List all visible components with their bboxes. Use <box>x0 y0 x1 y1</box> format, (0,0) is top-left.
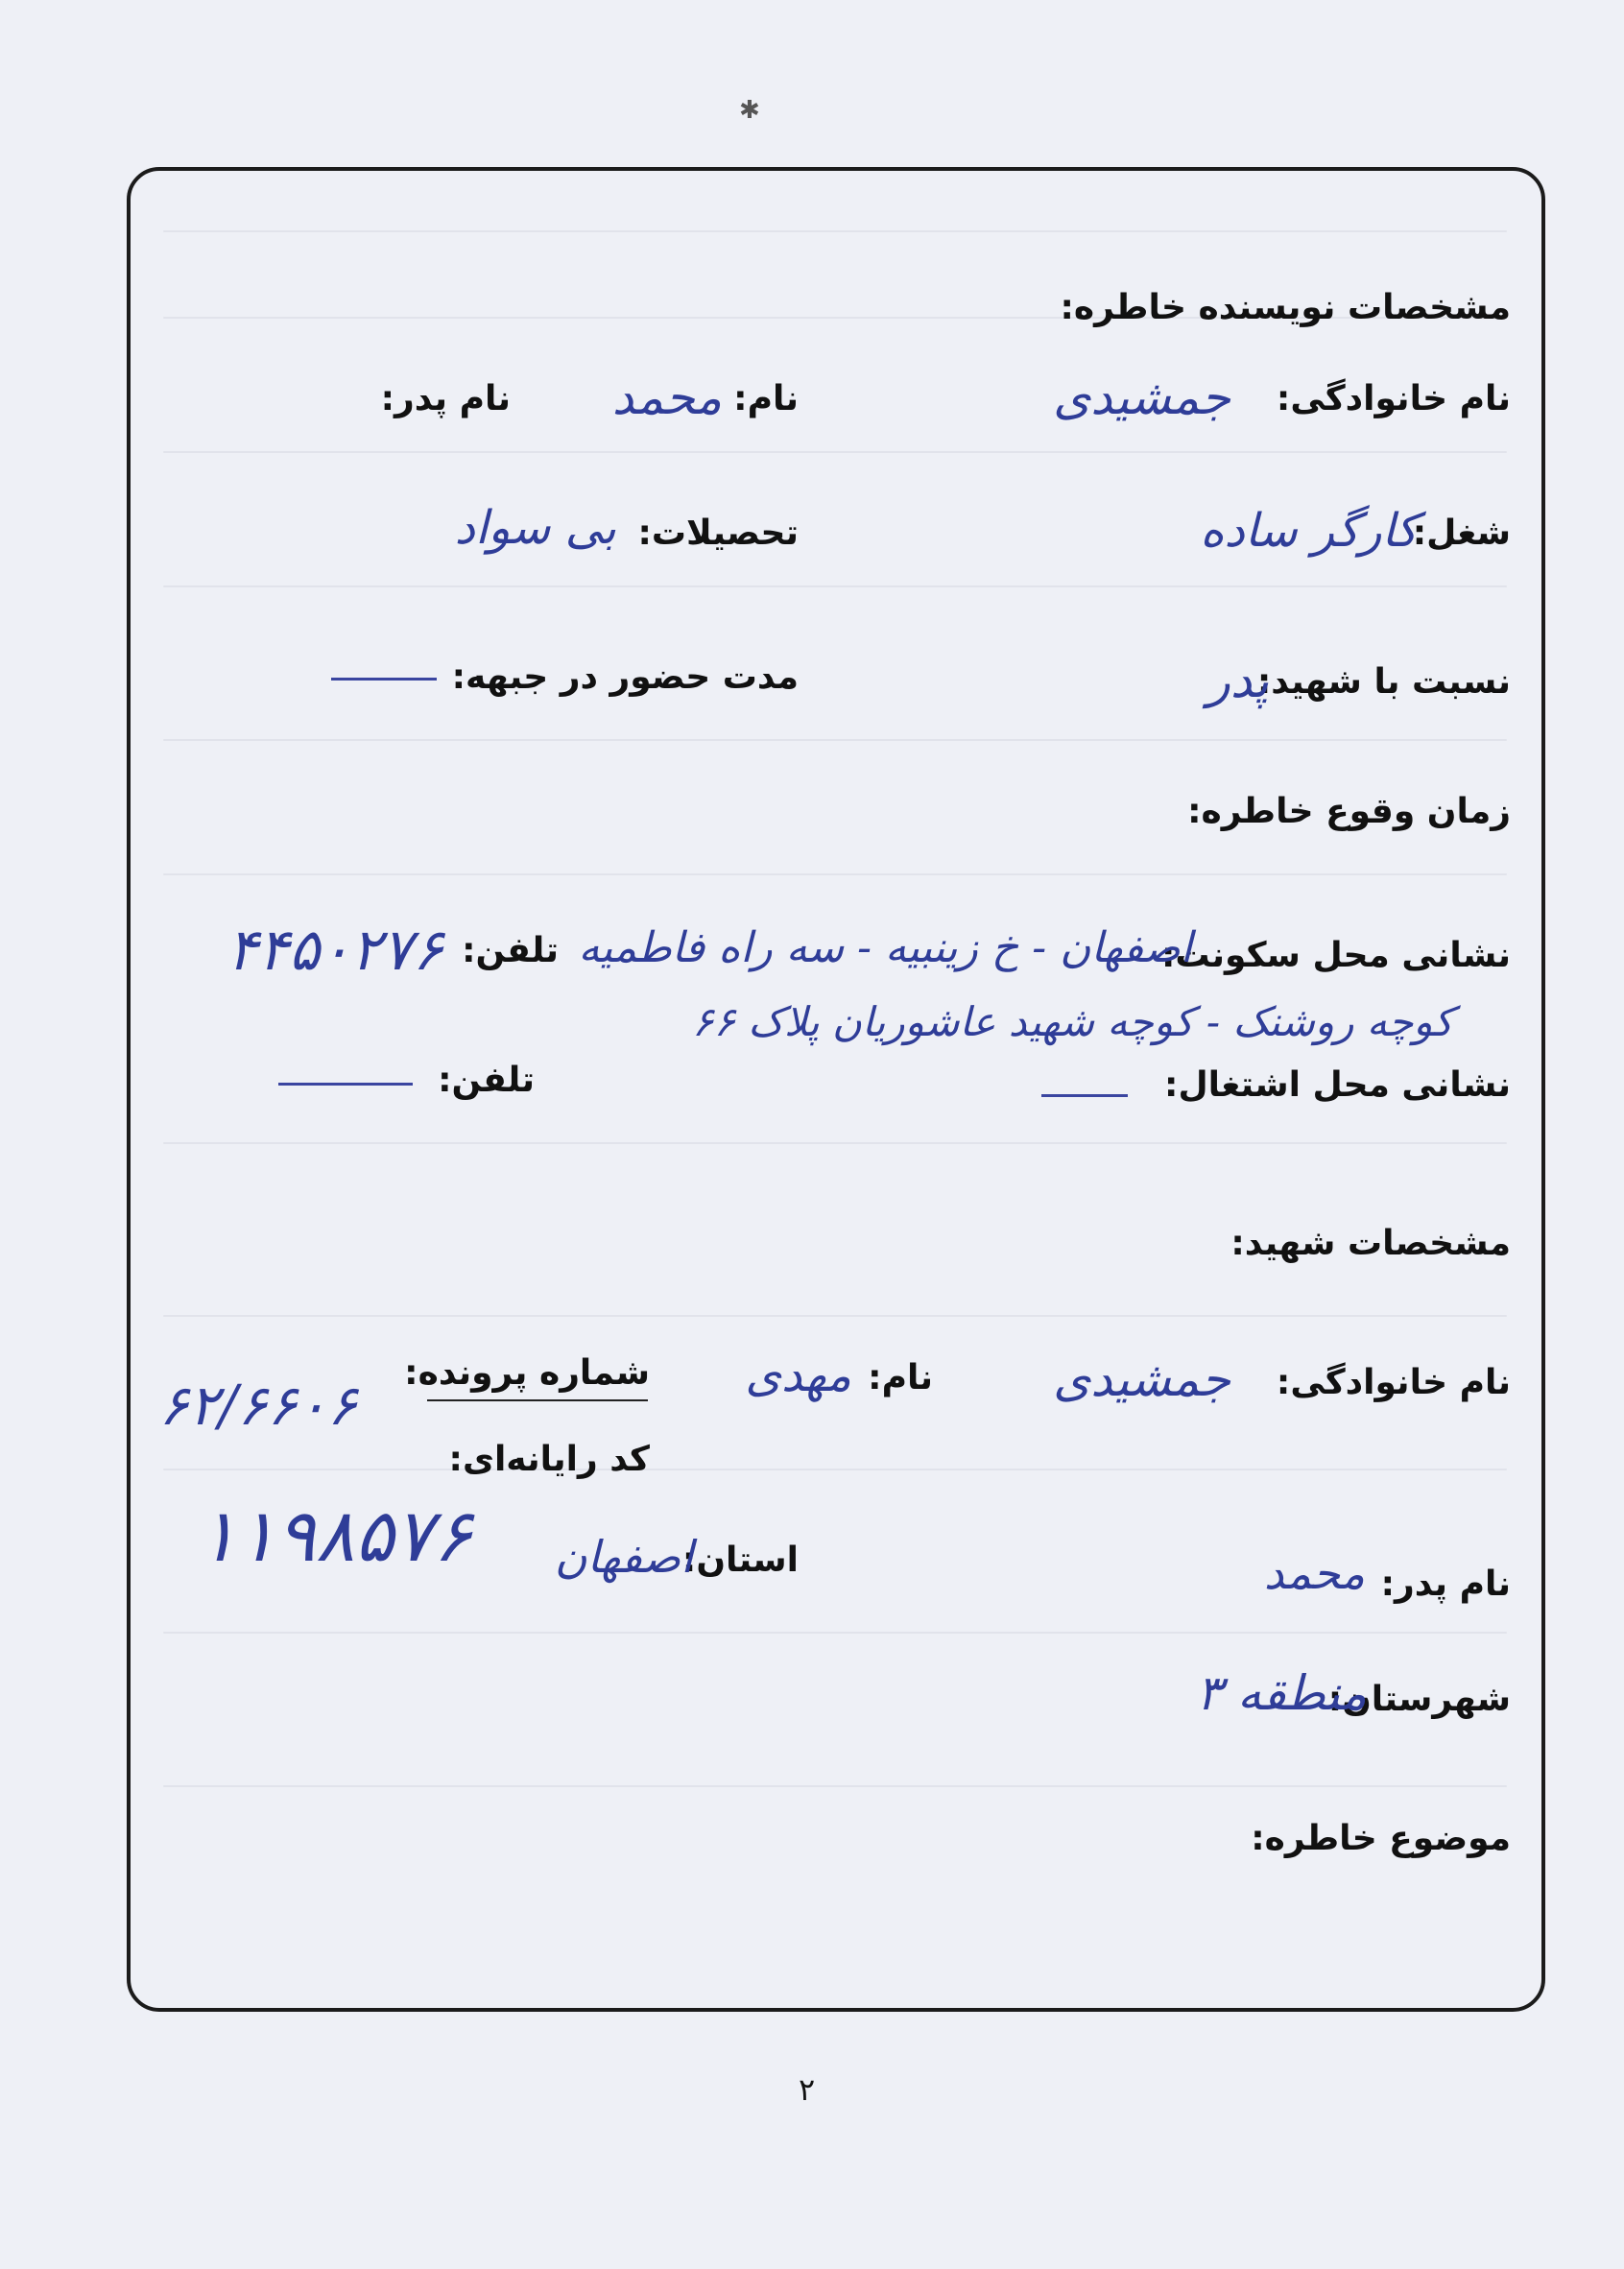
bleed-line <box>163 585 1507 587</box>
writer-job-value: کارگر ساده <box>1200 504 1418 558</box>
martyr-file-no-value: ۶۲/۶۶۰۶ <box>158 1373 357 1438</box>
bleed-line <box>163 1142 1507 1144</box>
bleed-line <box>163 873 1507 875</box>
front-duration-empty-mark <box>331 678 437 681</box>
writer-phone-label: تلفن: <box>462 931 559 970</box>
writer-name-label: نام: <box>733 379 799 418</box>
file-no-underline <box>427 1399 648 1401</box>
writer-education-label: تحصیلات: <box>637 514 799 553</box>
martyr-family-label: نام خانوادگی: <box>1276 1363 1511 1402</box>
writer-relation-label: نسبت با شهید: <box>1256 662 1511 702</box>
writer-home-address-label: نشانی محل سکونت: <box>1161 936 1511 975</box>
writer-relation-value: پدر <box>1206 653 1269 708</box>
martyr-family-value: جمشیدی <box>1053 1351 1230 1407</box>
martyr-computer-code-value: ۱۱۹۸۵۷۶ <box>198 1493 472 1578</box>
bleed-line <box>163 739 1507 741</box>
martyr-subject-label: موضوع خاطره: <box>1251 1819 1511 1858</box>
work-phone-empty-mark <box>278 1083 413 1086</box>
writer-home-address-value-2: کوچه روشنک - کوچه شهید عاشوریان پلاک ۶۶ <box>691 998 1453 1045</box>
bleed-line <box>163 230 1507 232</box>
writer-father-label: نام پدر: <box>380 379 511 418</box>
writer-job-label: شغل: <box>1412 514 1511 553</box>
page-number: ۲ <box>799 2071 816 2108</box>
writer-name-value: محمد <box>611 370 722 425</box>
martyr-file-no-label: شماره پرونده: <box>404 1353 650 1393</box>
writer-work-address-label: نشانی محل اشتغال: <box>1164 1065 1511 1105</box>
writer-memory-time-label: زمان وقوع خاطره: <box>1187 792 1511 831</box>
martyr-city-value: منطقه ۳ <box>1196 1665 1367 1721</box>
writer-family-label: نام خانوادگی: <box>1276 379 1511 418</box>
bleed-line <box>163 451 1507 453</box>
martyr-father-label: نام پدر: <box>1380 1564 1511 1604</box>
martyr-city-label: شهرستان: <box>1327 1680 1511 1719</box>
writer-work-phone-label: تلفن: <box>438 1061 535 1100</box>
martyr-computer-code-label: کد رایانه‌ای: <box>448 1440 650 1479</box>
martyr-province-value: اصفهان <box>554 1531 693 1583</box>
writer-education-value: بی سواد <box>454 501 616 555</box>
bleed-line <box>163 1469 1507 1470</box>
bleed-line <box>163 1632 1507 1634</box>
bleed-line <box>163 1785 1507 1787</box>
martyr-province-label: استان: <box>681 1541 799 1580</box>
bleed-line <box>163 1315 1507 1317</box>
writer-home-address-value: اصفهان - خ زینبیه - سه راه فاطمیه <box>578 923 1192 972</box>
martyr-section-title: مشخصات شهید: <box>1230 1224 1511 1263</box>
writer-family-value: جمشیدی <box>1053 370 1230 425</box>
work-address-empty-mark <box>1041 1094 1128 1097</box>
martyr-father-value: محمد <box>1263 1547 1365 1599</box>
martyr-name-label: نام: <box>868 1358 933 1397</box>
star-mark-icon: ✱ <box>739 96 760 125</box>
writer-phone-value: ۴۴۵۰۲۷۶ <box>227 917 443 984</box>
writer-section-title: مشخصات نویسنده خاطره: <box>1060 288 1511 327</box>
martyr-name-value: مهدی <box>745 1349 851 1402</box>
writer-front-duration-label: مدت حضور در جبهه: <box>451 657 799 697</box>
